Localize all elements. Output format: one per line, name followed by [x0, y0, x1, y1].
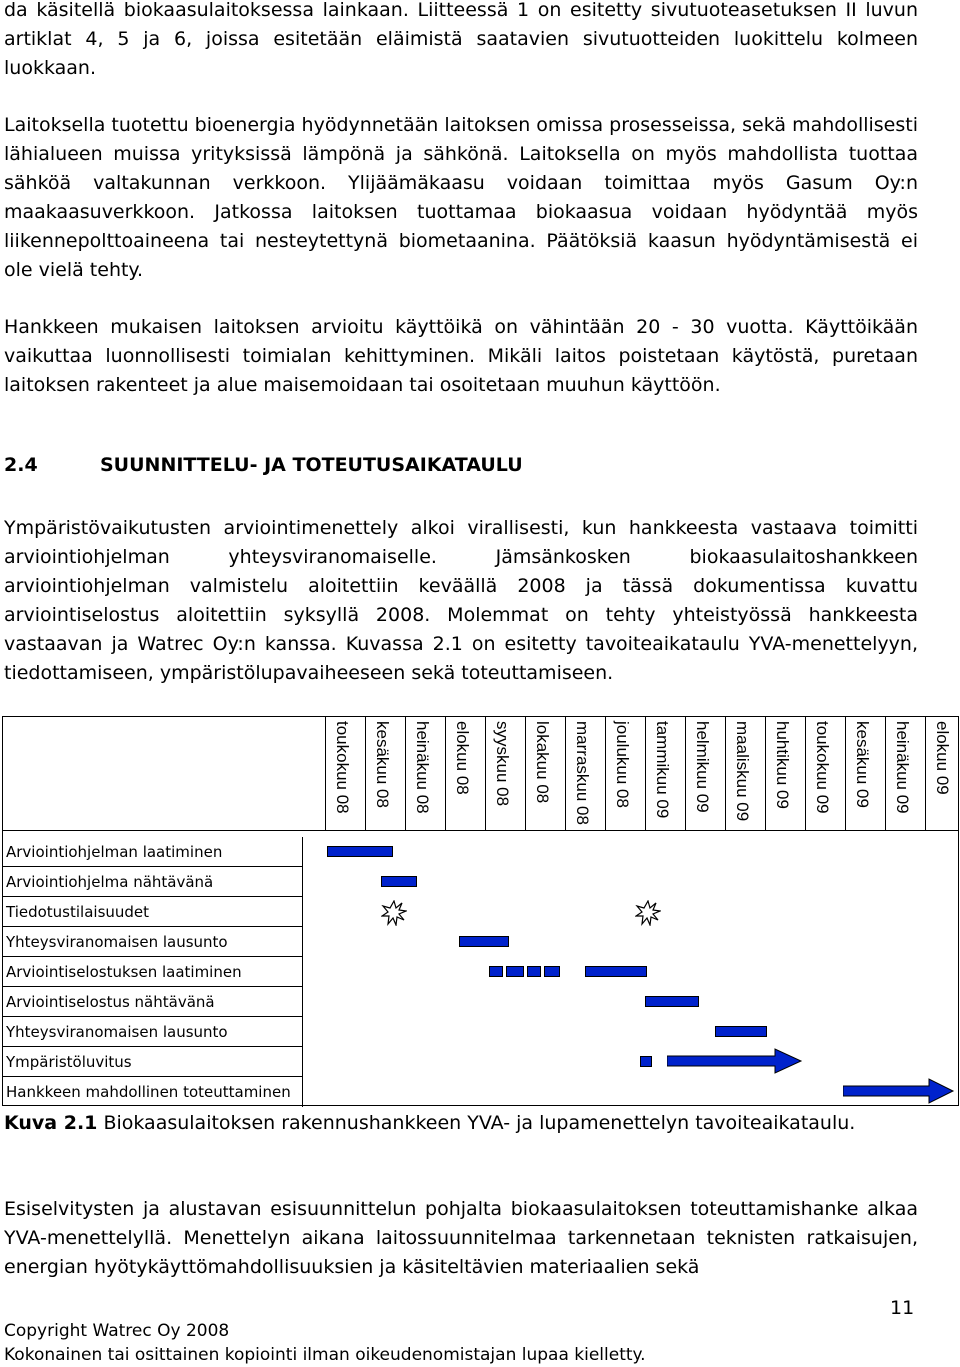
month-column — [405, 717, 446, 830]
task-bar — [327, 846, 393, 857]
task-label: Arviointiselostus nähtävänä — [3, 987, 303, 1017]
month-column — [685, 717, 726, 830]
page-number: 11 — [890, 1297, 915, 1319]
event-burst-icon — [381, 900, 407, 926]
month-label: joulukuu 08 — [613, 721, 632, 808]
month-label: maaliskuu 09 — [733, 721, 752, 822]
month-label: elokuu 09 — [933, 721, 952, 795]
task-label: Arviointiohjelma nähtävänä — [3, 867, 303, 897]
month-label: tammikuu 09 — [653, 721, 672, 819]
task-label: Yhteysviranomaisen lausunto — [3, 1017, 303, 1047]
month-label: huhtikuu 09 — [773, 721, 792, 809]
task-bar — [715, 1026, 767, 1037]
month-column — [925, 717, 960, 830]
header-divider — [3, 830, 958, 831]
month-label: toukokuu 08 — [333, 721, 352, 814]
figure-caption — [4, 1109, 918, 1138]
task-bar — [645, 996, 699, 1007]
figure-label: Kuva 2.1 — [4, 1112, 98, 1134]
task-label: Arviointiohjelman laatiminen — [3, 837, 303, 867]
task-label: Yhteysviranomaisen lausunto — [3, 927, 303, 957]
month-column — [445, 717, 486, 830]
month-column — [485, 717, 526, 830]
section-heading — [4, 451, 523, 480]
month-label: heinäkuu 08 — [413, 721, 432, 814]
task-bar-segment — [489, 966, 503, 977]
section-number: 2.4 — [4, 454, 38, 476]
task-label: Hankkeen mahdollinen toteuttaminen — [3, 1077, 303, 1107]
month-column — [645, 717, 686, 830]
month-column — [605, 717, 646, 830]
copyright-notice: Copyright Watrec Oy 2008 — [4, 1321, 230, 1341]
schedule-gantt-chart — [2, 716, 959, 1106]
month-column — [525, 717, 566, 830]
task-bar-segment — [544, 966, 560, 977]
copy-disclaimer: Kokonainen tai osittainen kopiointi ilman oikeudenomistajan lupaa kielletty. — [4, 1345, 646, 1365]
figure-caption-text: Biokaasulaitoksen rakennushankkeen YVA- ja lupamenettelyn tavoiteaikataulu. — [97, 1112, 856, 1134]
month-label: elokuu 08 — [453, 721, 472, 795]
task-label: Arviointiselostuksen laatiminen — [3, 957, 303, 987]
body-paragraph-3: Hankkeen mukaisen laitoksen arvioitu käyttöikä on vähintään 20 - 30 vuotta. Käyttöikään vaikuttaa luonnollisesti toimialan kehittyminen. Mikäli laitos poistetaan käytöstä, puretaan laitoksen rakenteet ja alue maisemoidaan tai osoitetaan muuhun käyttöön. — [4, 316, 918, 396]
task-bar-segment — [527, 966, 541, 977]
month-label: kesäkuu 08 — [373, 721, 392, 808]
month-label: kesäkuu 09 — [853, 721, 872, 808]
month-label: marraskuu 08 — [573, 721, 592, 825]
month-label: syyskuu 08 — [493, 721, 512, 807]
event-burst-icon — [635, 900, 661, 926]
task-label: Tiedotustilaisuudet — [3, 897, 303, 927]
month-column — [565, 717, 606, 830]
task-bar-segment — [640, 1056, 652, 1067]
month-column — [725, 717, 766, 830]
body-paragraph-2: Laitoksella tuotettu bioenergia hyödynnetään laitoksen omissa prosesseissa, sekä mahdollisesti lähialueen muissa yrityksissä lämpönä ja sähkönä. Laitoksella on myös mahdollista tuottaa sähköä valtakunnan verkkoon. Ylijäämäkaasu voidaan toimittaa myös Gasum Oy:n maakaasuverkkoon. Jatkossa laitoksen tuottamaa biokaasua voidaan hyödyntää myös liikennepolttoaineena tai nesteytettynä biometaanina. Päätöksiä kaasun hyödyntämisestä ei ole vielä tehty. — [4, 114, 919, 281]
body-paragraph-4: Ympäristövaikutusten arviointimenettely alkoi virallisesti, kun hankkeesta vastaava toimitti arviointiohjelman yhteysviranomaiselle. Jämsänkosken biokaasulaitoshankkeen arviointiohjelman valmistelu aloitettiin keväällä 2008 ja tässä dokumentissa kuvattu arviointiselostus aloitettiin syksyllä 2008. Molemmat on tehty yhteistyössä hankkeesta vastaavan ja Watrec Oy:n kanssa. Kuvassa 2.1 on esitetty tavoiteaikataulu YVA-menettelyyn, tiedottamiseen, ympäristölupavaiheeseen sekä toteuttamiseen. — [4, 517, 918, 684]
task-bar — [459, 936, 509, 947]
body-paragraph-1: da käsitellä biokaasulaitoksessa lainkaan. Liitteessä 1 on esitetty sivutuoteasetuksen II luvun artiklat 4, 5 ja 6, joissa esitetään eläimistä saatavien sivutuotteiden luokittelu kolmeen luokkaan. — [4, 0, 918, 79]
month-label: heinäkuu 09 — [893, 721, 912, 814]
month-label: lokakuu 08 — [533, 721, 552, 804]
month-column — [365, 717, 406, 830]
task-label: Ympäristöluvitus — [3, 1047, 303, 1077]
task-bar-segment — [506, 966, 524, 977]
month-label: toukokuu 09 — [813, 721, 832, 814]
task-bar — [585, 966, 647, 977]
month-column — [325, 717, 366, 830]
month-column — [765, 717, 806, 830]
task-bar — [381, 876, 417, 887]
month-column — [805, 717, 846, 830]
body-paragraph-5: Esiselvitysten ja alustavan esisuunnittelun pohjalta biokaasulaitoksen toteuttamishanke alkaa YVA-menettelyllä. Menettelyn aikana laitossuunnitelmaa tarkennetaan teknisten ratkaisujen, energian hyötykäyttömahdollisuuksien ja käsiteltävien materiaalien sekä — [4, 1198, 918, 1278]
month-label: helmikuu 09 — [693, 721, 712, 813]
permit-arrow — [667, 1048, 803, 1074]
section-title: SUUNNITTELU- JA TOTEUTUSAIKATAULU — [100, 454, 523, 476]
implementation-arrow — [843, 1078, 955, 1104]
month-column — [845, 717, 886, 830]
month-column — [885, 717, 926, 830]
